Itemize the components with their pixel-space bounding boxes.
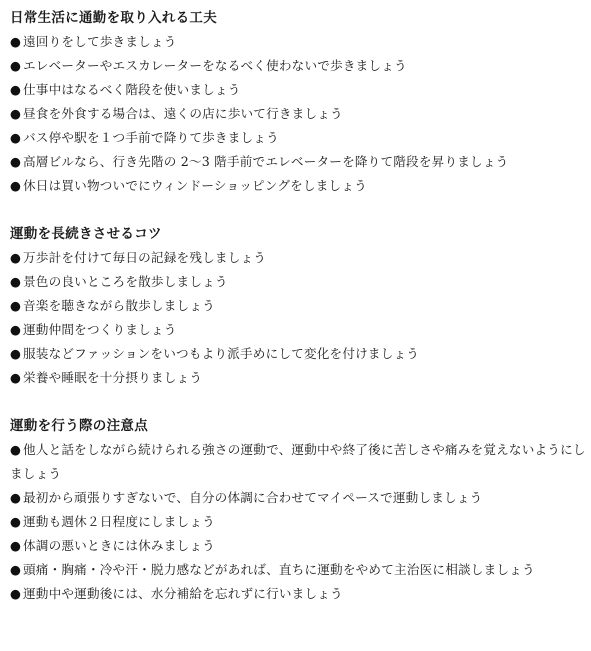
bullet-icon: ● <box>10 370 22 385</box>
list-item <box>10 270 586 294</box>
list-item <box>10 102 586 126</box>
bullet-icon: ● <box>10 154 22 169</box>
list-item-text: 運動中や運動後には、水分補給を忘れずに行いましょう <box>23 586 343 601</box>
list-item-text: 栄養や睡眠を十分摂りましょう <box>23 370 203 385</box>
bullet-icon: ● <box>10 34 22 49</box>
list-item <box>10 30 586 54</box>
list-item-text: 他人と話をしながら続けられる強さの運動で、運動中や終了後に苦しさや痛みを覚えないようにしましょう <box>10 442 586 481</box>
list-item-text: 万歩計を付けて毎日の記録を残しましょう <box>23 250 267 265</box>
bullet-icon: ● <box>10 346 22 361</box>
list-item-text: エレベーターやエスカレーターをなるべく使わないで歩きましょう <box>23 58 407 73</box>
list-item <box>10 318 586 342</box>
tips-list <box>10 246 586 390</box>
list-item-text: 最初から頑張りすぎないで、自分の体調に合わせてマイペースで運動しましょう <box>23 490 483 505</box>
bullet-icon: ● <box>10 538 22 553</box>
list-item-text: 仕事中はなるべく階段を使いましょう <box>23 82 241 97</box>
bullet-icon: ● <box>10 490 22 505</box>
document <box>10 6 586 606</box>
list-item-text: 音楽を聴きながら散歩しましょう <box>23 298 215 313</box>
list-item-text: 昼食を外食する場合は、遠くの店に歩いて行きましょう <box>23 106 343 121</box>
list-item <box>10 342 586 366</box>
bullet-icon: ● <box>10 178 22 193</box>
list-item-text: 運動も週休２日程度にしましょう <box>23 514 215 529</box>
section-heading: 日常生活に通勤を取り入れる工夫 <box>10 10 217 26</box>
bullet-icon: ● <box>10 298 22 313</box>
section-heading: 運動を行う際の注意点 <box>10 418 148 434</box>
bullet-icon: ● <box>10 274 22 289</box>
list-item-text: 運動仲間をつくりましょう <box>23 322 177 337</box>
bullet-icon: ● <box>10 586 22 601</box>
list-item-text: 体調の悪いときには休みましょう <box>23 538 215 553</box>
list-item <box>10 246 586 270</box>
list-item <box>10 294 586 318</box>
list-item <box>10 366 586 390</box>
bullet-icon: ● <box>10 130 22 145</box>
list-item <box>10 150 586 174</box>
list-item-text: 高層ビルなら、行き先階の 2～3 階手前でエレベーターを降りて階段を昇りましょう <box>23 154 509 169</box>
section-keep-going-tips <box>10 222 586 390</box>
section-heading: 運動を長続きさせるコツ <box>10 226 162 242</box>
list-item <box>10 582 586 606</box>
list-item <box>10 558 586 582</box>
list-item <box>10 126 586 150</box>
bullet-icon: ● <box>10 562 22 577</box>
list-item <box>10 174 586 198</box>
list-item-text: 景色の良いところを散歩しましょう <box>23 274 228 289</box>
bullet-icon: ● <box>10 250 22 265</box>
bullet-icon: ● <box>10 82 22 97</box>
list-item <box>10 510 586 534</box>
bullet-icon: ● <box>10 514 22 529</box>
list-item <box>10 534 586 558</box>
list-item <box>10 438 586 486</box>
list-item <box>10 486 586 510</box>
list-item-text: 服装などファッションをいつもより派手めにして変化を付けましょう <box>23 346 420 361</box>
bullet-icon: ● <box>10 442 22 457</box>
bullet-icon: ● <box>10 58 22 73</box>
list-item <box>10 54 586 78</box>
tips-list <box>10 438 586 606</box>
bullet-icon: ● <box>10 322 22 337</box>
list-item-text: 頭痛・胸痛・冷や汗・脱力感などがあれば、直ちに運動をやめて主治医に相談しましょう <box>23 562 535 577</box>
list-item-text: 休日は買い物ついでにウィンドーショッピングをしましょう <box>23 178 367 193</box>
list-item <box>10 78 586 102</box>
bullet-icon: ● <box>10 106 22 121</box>
list-item-text: バス停や駅を１つ手前で降りて歩きましょう <box>23 130 279 145</box>
section-commute-tips <box>10 6 586 198</box>
list-item-text: 遠回りをして歩きましょう <box>23 34 177 49</box>
section-precautions <box>10 414 586 606</box>
tips-list <box>10 30 586 198</box>
